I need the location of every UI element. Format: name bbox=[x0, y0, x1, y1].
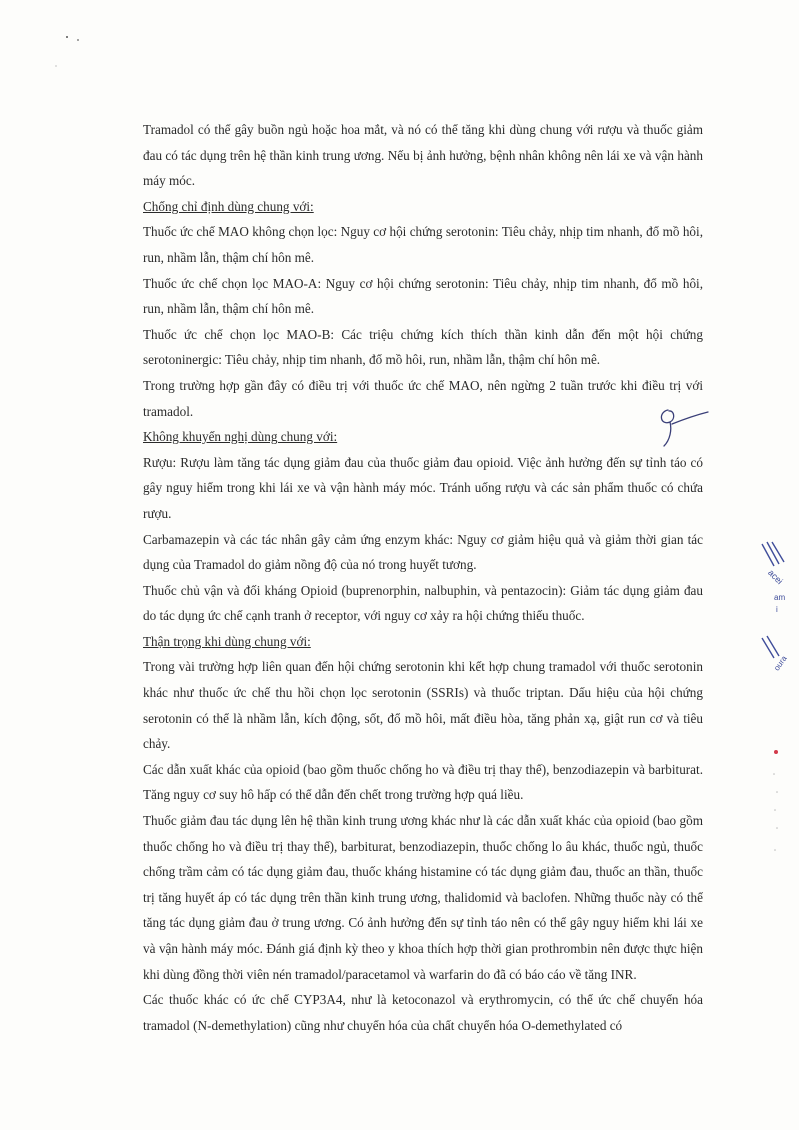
heading-contraindicated: Chống chỉ định dùng chung với: bbox=[143, 198, 314, 214]
paragraph-mao-b: Thuốc ức chế chọn lọc MAO-B: Các triệu chứng kích thích thần kinh dẫn đến một hội chứng serotoninergic: Tiêu chảy, nhịp tim nhanh, đổ mồ hôi, run, nhầm lẫn, thậm chí hôn mê. bbox=[143, 326, 703, 368]
paragraph-carbamazepin: Carbamazepin và các tác nhân gây cảm ứng enzym khác: Nguy cơ giảm hiệu quả và giảm thời gian tác dụng của Tramadol do giảm nồng độ của nó trong huyết tương. bbox=[143, 531, 703, 573]
paragraph-intro: Tramadol có thể gây buồn ngủ hoặc hoa mắt, và nó có thể tăng khi dùng chung với rượu và thuốc giảm đau có tác dụng trên hệ thần kinh trung ương. Nếu bị ảnh hưởng, bệnh nhân không nên lái xe và vận hành máy móc. bbox=[143, 122, 703, 189]
stamp-fragment bbox=[758, 540, 799, 690]
document-body bbox=[143, 117, 703, 1038]
heading-not-recommended: Không khuyến nghị dùng chung với: bbox=[143, 429, 338, 445]
paragraph-opioid-derivatives: Các dẫn xuất khác của opioid (bao gồm thuốc chống ho và điều trị thay thế), benzodiazepin và barbiturat. Tăng nguy cơ suy hô hấp có thể dẫn đến chết trong trường hợp quá liều. bbox=[143, 761, 703, 803]
margin-marks bbox=[768, 740, 784, 860]
heading-caution: Thận trọng khi dùng chung với: bbox=[143, 633, 311, 649]
signature-mark bbox=[648, 402, 712, 448]
paragraph-mao-nonselective: Thuốc ức chế MAO không chọn lọc: Nguy cơ hội chứng serotonin: Tiêu chảy, nhịp tim nhanh, đổ mồ hôi, run, nhầm lẫn, thậm chí hôn mê. bbox=[143, 224, 703, 265]
stamp-text-3: i bbox=[776, 605, 778, 614]
paragraph-alcohol: Rượu: Rượu làm tăng tác dụng giảm đau của thuốc giảm đau opioid. Việc ảnh hưởng đến sự tỉnh táo có gây nguy hiểm trong khi lái xe và vận hành máy móc. Tránh uống rượu và các sản phẩm thuốc có chứa rượu. bbox=[143, 454, 703, 521]
paragraph-cyp3a4: Các thuốc khác có ức chế CYP3A4, như là ketoconazol và erythromycin, có thể ức chế chuyển hóa tramadol (N-demethylation) cũng như chuyển hóa của chất chuyển hóa O-demethylated có bbox=[143, 992, 703, 1033]
scan-specks bbox=[50, 28, 90, 78]
stamp-text-1: acei bbox=[766, 567, 785, 587]
stamp-text-2: am bbox=[774, 593, 786, 602]
paragraph-mao-washout: Trong trường hợp gần đây có điều trị với thuốc ức chế MAO, nên ngừng 2 tuần trước khi điều trị với tramadol. bbox=[143, 377, 703, 419]
stamp-text-4: oura bbox=[772, 654, 789, 673]
paragraph-cns-analgesics: Thuốc giảm đau tác dụng lên hệ thần kinh trung ương khác như là các dẫn xuất khác của opioid (bao gồm thuốc chống ho và điều trị thay thế), barbiturat, benzodiazepin, thuốc chống lo âu khác, thuốc ngủ, thuốc chống trầm cảm có tác dụng giảm đau, thuốc kháng histamine có tác dụng giảm đau, thuốc an thần, thuốc trị tăng huyết áp có tác dụng trên thần kinh trung ương, thalidomid và baclofen. Những thuốc này có thể tăng tác dụng giảm đau ở trung ương. Có ảnh hưởng đến sự tỉnh táo nên có thể gây nguy hiểm khi lái xe và vận hành máy móc. Đánh giá định kỳ theo y khoa thích hợp thời gian prothrombin nên được thực hiện khi dùng đồng thời viên nén tramadol/paracetamol và warfarin do đã có báo cáo về tăng INR. bbox=[143, 813, 703, 982]
paragraph-serotonin: Trong vài trường hợp liên quan đến hội chứng serotonin khi kết hợp chung tramadol với thuốc serotonin khác như thuốc ức chế thu hồi chọn lọc serotonin (SSRIs) và thuốc triptan. Dấu hiệu của hội chứng serotonin có thể là nhầm lẫn, kích động, sốt, đổ mồ hôi, mất điều hòa, tăng phản xạ, giật run cơ và tiêu chảy. bbox=[143, 659, 703, 752]
paragraph-opioid-agonists: Thuốc chủ vận và đối kháng Opioid (buprenorphin, nalbuphin, và pentazocin): Giảm tác dụng giảm đau do tác dụng ức chế cạnh tranh ở receptor, với nguy cơ xảy ra hội chứng thiếu thuốc. bbox=[143, 582, 703, 624]
paragraph-mao-a: Thuốc ức chế chọn lọc MAO-A: Nguy cơ hội chứng serotonin: Tiêu chảy, nhịp tim nhanh, đổ mồ hôi, run, nhầm lẫn, thậm chí hôn mê. bbox=[143, 275, 703, 317]
